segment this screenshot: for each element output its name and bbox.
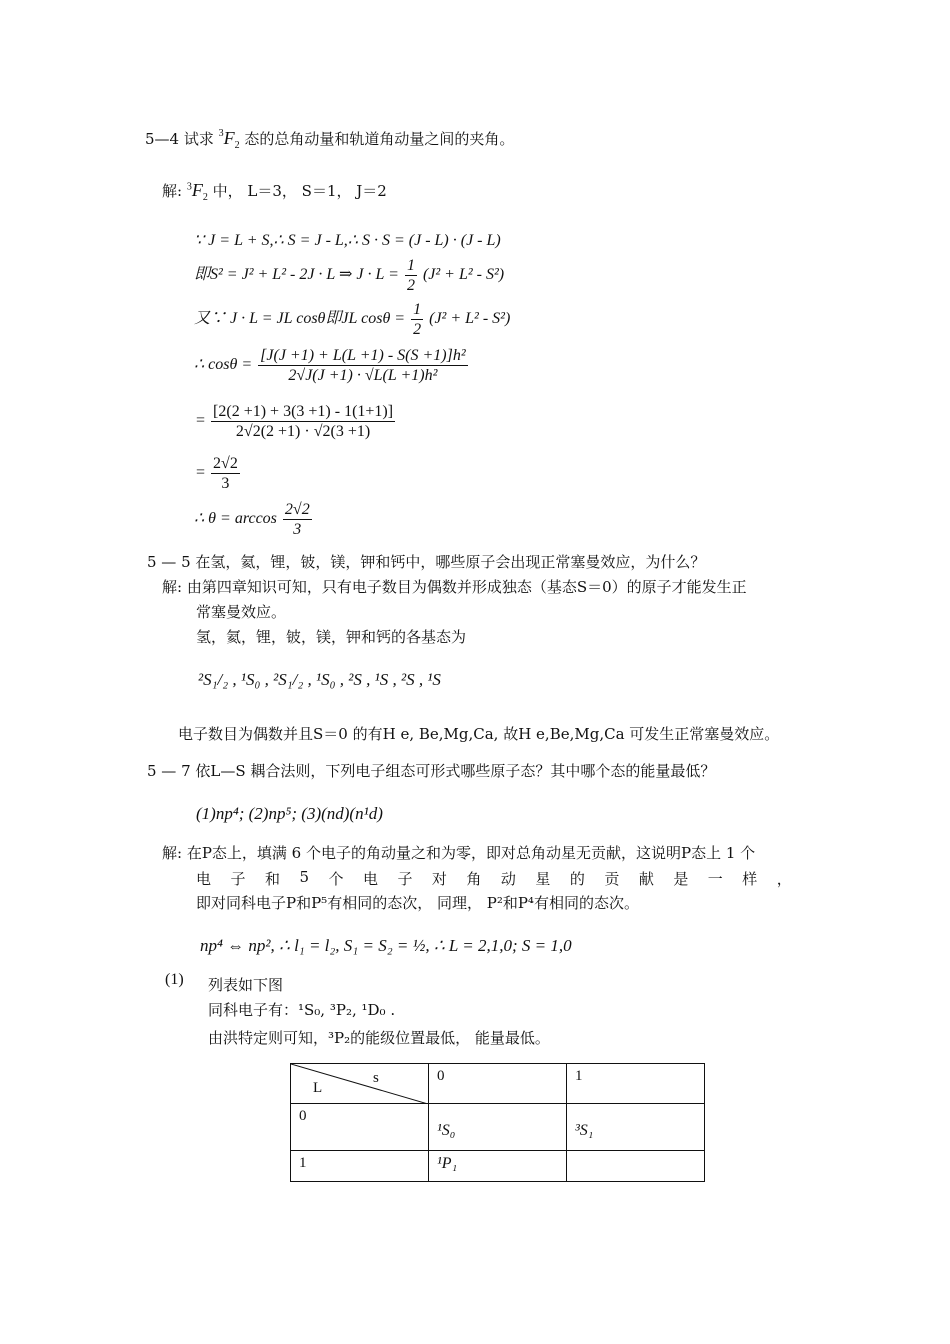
q7-coupling-equation: np⁴ ⇔ np², ∴ l₁ = l₂, S₁ = S₂ = ½, ∴ L = 2,1,0; S = 1,0 (200, 936, 572, 955)
table-cell: ¹P₁ (429, 1151, 567, 1182)
q5-title: 5 — 5 在氢，氦，锂，铍，镁，钾和钙中，哪些原子会出现正常塞曼效应，为什么？ (147, 553, 706, 571)
table-row-label: 0 (291, 1104, 429, 1151)
equation-6: = $\frac{2√2}{3}$ (196, 455, 238, 492)
equation-5: = $\frac{[2(2 +1) + 3(3 +1) - 1(1+1)]}{2√2(2 +1) \cdot √2(3 +1)}$ (196, 403, 394, 440)
q4-solution-line1: 解: $^3F_2$ 中， L＝3， S＝1， J＝2 (162, 180, 387, 204)
table-cell: ³S₁ (567, 1104, 705, 1151)
q7-item-label: (1) (165, 971, 184, 988)
q5-ground-terms: ²S₁/₂ , ¹S₀ , ²S₁/₂ , ¹S₀ , ²S , ¹S , ²S , ¹S (198, 670, 441, 689)
q5-solution-line3: 氢，氦，锂，铍，镁，钾和钙的各基态为 (196, 628, 467, 646)
corner-label-s: s (373, 1070, 379, 1086)
equation-3: 又∵ J · L = JL cosθ即JL cosθ = $\frac{1}{2}$ (J² + L² - S²) (194, 301, 511, 338)
q7-title: 5 — 7 依L—S 耦合法则，下列电子组态可形式哪些原子态？其中哪个态的能量最低？ (147, 762, 716, 780)
q5-conclusion: 电子数目为偶数并且S＝0 的有H e, Be,Mg,Ca, 故H e,Be,Mg,Ca 可发生正常塞曼效应。 (178, 725, 780, 743)
table-cell: ¹S₀ (429, 1104, 567, 1151)
q7-list-line1: 列表如下图 (208, 976, 284, 994)
q7-solution-line1: 解: 在P态上，填满 6 个电子的角动量之和为零，即对总角动星无贡献，这说明P态上 1 个 (162, 844, 756, 862)
equation-7: ∴ θ = arccos $\frac{2√2}{3}$ (194, 501, 310, 538)
ls-term-table (290, 1063, 705, 1182)
corner-label-l: L (313, 1080, 323, 1096)
table-header-s0: 0 (429, 1064, 567, 1104)
diagonal-line (291, 1064, 428, 1104)
q7-configurations: (1)np⁴; (2)np⁵; (3)(nd)(n¹d) (196, 804, 383, 823)
equation-1: ∵ J = L + S,∴ S = J - L,∴ S · S = (J - L) · (J - L) (194, 232, 501, 249)
equation-4: ∴ cosθ = $\frac{\text{[J(J +1) + L(L +1) - S(S +1)]h²}}{\text{2√J(J +1) · √L(L +1)h²}}$ (194, 347, 466, 384)
table-corner-cell (291, 1064, 429, 1104)
table-cell (567, 1151, 705, 1182)
table-header-s1: 1 (567, 1064, 705, 1104)
equation-2: 即S² = J² + L² - 2J · L ⇒ J · L = $\frac{1}{2}$ (J² + L² - S²) (194, 257, 505, 294)
q7-solution-line2: 电 子 和 5 个 电 子 对 角 动 星 的 贡 献 是 一 样 ， (196, 868, 792, 888)
table-row-label: 1 (291, 1151, 429, 1182)
q5-solution-line2: 常塞曼效应。 (196, 603, 287, 621)
q7-list-line3: 由洪特定则可知，³P₂的能级位置最低， 能量最低。 (208, 1029, 550, 1047)
q5-solution-line1: 解: 由第四章知识可知，只有电子数目为偶数并形成独态（基态S＝0）的原子才能发生正 (162, 578, 747, 596)
q4-title: 5—4 试求 $^3F_2$ 态的总角动量和轨道角动量之间的夹角。 (145, 127, 515, 152)
q7-list-line2: 同科电子有：¹S₀, ³P₂, ¹D₀ . (208, 1001, 396, 1019)
q7-solution-line3: 即对同科电子P和P⁵有相同的态次， 同理， P²和P⁴有相同的态次。 (196, 894, 639, 912)
